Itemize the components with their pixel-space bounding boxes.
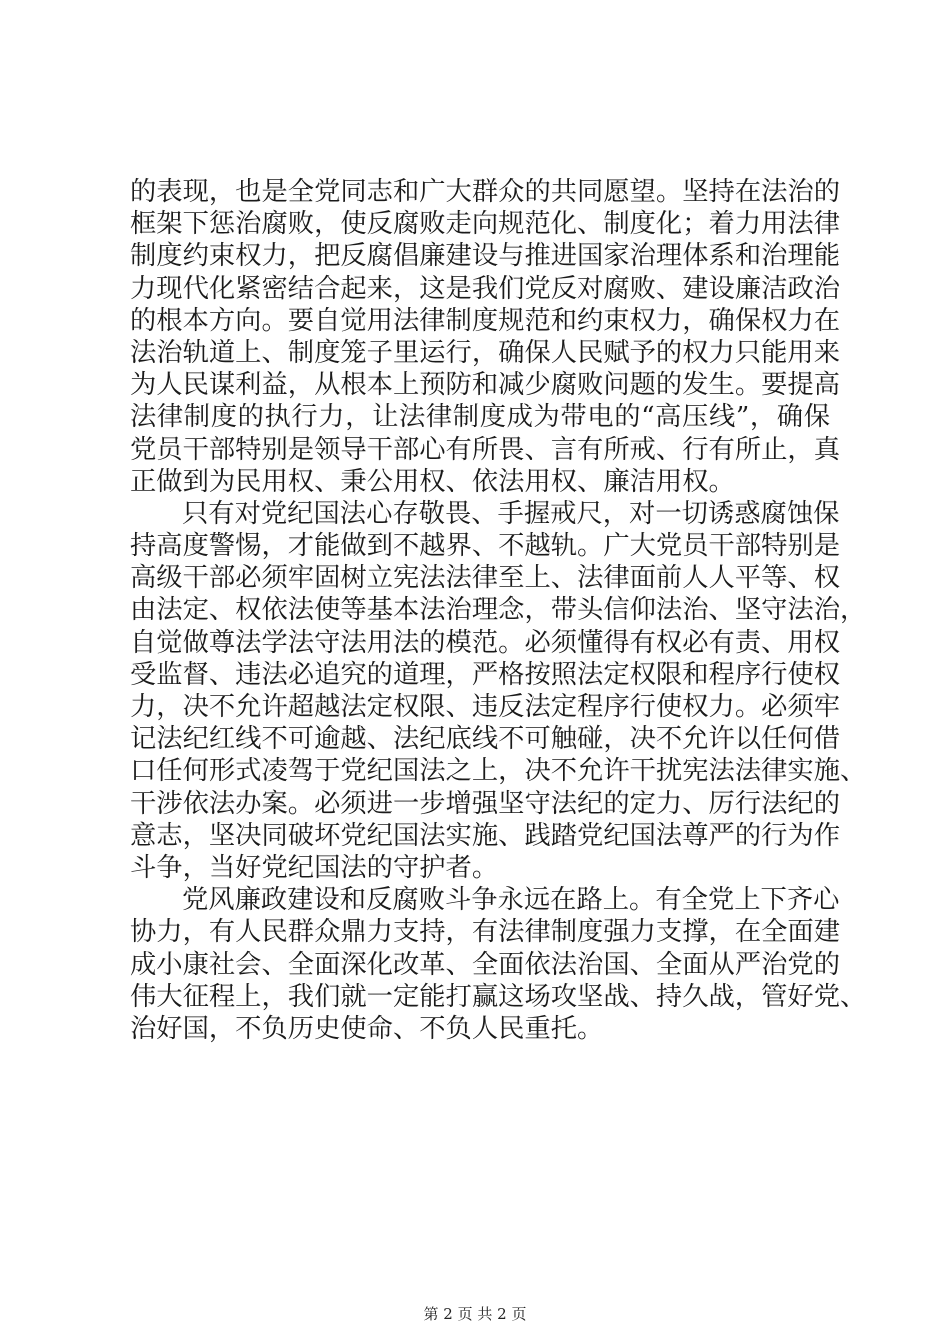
- document-body: [130, 176, 867, 1045]
- paragraph-3-line-3: 成小康社会、全面深化改革、全面依法治国、全面从严治党的: [130, 949, 841, 980]
- paragraph-3-line-4: 伟大征程上，我们就一定能打赢这场攻坚战、持久战，管好党、: [130, 981, 867, 1012]
- paragraph-2-line-5: 自觉做尊法学法守法用法的模范。必须懂得有权必有责、用权: [130, 627, 841, 658]
- paragraph-1-line-6: 法治轨道上、制度笼子里运行，确保人民赋予的权力只能用来: [130, 337, 841, 368]
- paragraph-2-line-1: 只有对党纪国法心存敬畏、手握戒尺，对一切诱惑腐蚀保: [182, 498, 840, 529]
- page-footer: [0, 1303, 950, 1324]
- paragraph-2-line-9: 口任何形式凌驾于党纪国法之上，决不允许干扰宪法法律实施、: [130, 756, 867, 787]
- paragraph-1-line-10: 正做到为民用权、秉公用权、依法用权、廉洁用权。: [130, 466, 735, 497]
- paragraph-1-line-4: 力现代化紧密结合起来，这是我们党反对腐败、建设廉洁政治: [130, 273, 841, 304]
- paragraph-3-line-2: 协力，有人民群众鼎力支持，有法律制度强力支撑，在全面建: [130, 917, 841, 948]
- page-number-label: 第 2 页 共 2 页: [423, 1305, 527, 1323]
- paragraph-2-line-12: 斗争，当好党纪国法的守护者。: [130, 852, 499, 883]
- paragraph-3-line-5: 治好国，不负历史使命、不负人民重托。: [130, 1013, 604, 1044]
- paragraph-1-line-5: 的根本方向。要自觉用法律制度规范和约束权力，确保权力在: [130, 305, 841, 336]
- paragraph-2-line-2: 持高度警惕，才能做到不越界、不越轨。广大党员干部特别是: [130, 531, 841, 562]
- paragraph-2-line-3: 高级干部必须牢固树立宪法法律至上、法律面前人人平等、权: [130, 563, 841, 594]
- paragraph-1-line-1: 的表现，也是全党同志和广大群众的共同愿望。坚持在法治的: [130, 177, 841, 207]
- paragraph-1-line-2: 框架下惩治腐败，使反腐败走向规范化、制度化；着力用法律: [130, 209, 841, 240]
- paragraph-1-line-3: 制度约束权力，把反腐倡廉建设与推进国家治理体系和治理能: [130, 241, 841, 272]
- paragraph-1-line-8: 法律制度的执行力，让法律制度成为带电的“高压线”，确保: [130, 402, 830, 433]
- paragraph-2-line-10: 干涉依法办案。必须进一步增强坚守法纪的定力、厉行法纪的: [130, 788, 841, 819]
- paragraph-3-line-1: 党风廉政建设和反腐败斗争永远在路上。有全党上下齐心: [182, 885, 840, 916]
- paragraph-2-line-7: 力，决不允许超越法定权限、违反法定程序行使权力。必须牢: [130, 692, 841, 722]
- paragraph-1-line-7: 为人民谋利益，从根本上预防和减少腐败问题的发生。要提高: [130, 370, 841, 401]
- paragraph-2-line-6: 受监督、违法必追究的道理，严格按照法定权限和程序行使权: [130, 659, 841, 690]
- paragraph-2-line-8: 记法纪红线不可逾越、法纪底线不可触碰，决不允许以任何借: [130, 724, 841, 755]
- paragraph-1-line-9: 党员干部特别是领导干部心有所畏、言有所戒、行有所止，真: [130, 434, 841, 465]
- paragraph-2-line-4: 由法定、权依法使等基本法治理念，带头信仰法治、坚守法治，: [130, 595, 867, 626]
- paragraph-2-line-11: 意志，坚决同破坏党纪国法实施、践踏党纪国法尊严的行为作: [130, 820, 841, 851]
